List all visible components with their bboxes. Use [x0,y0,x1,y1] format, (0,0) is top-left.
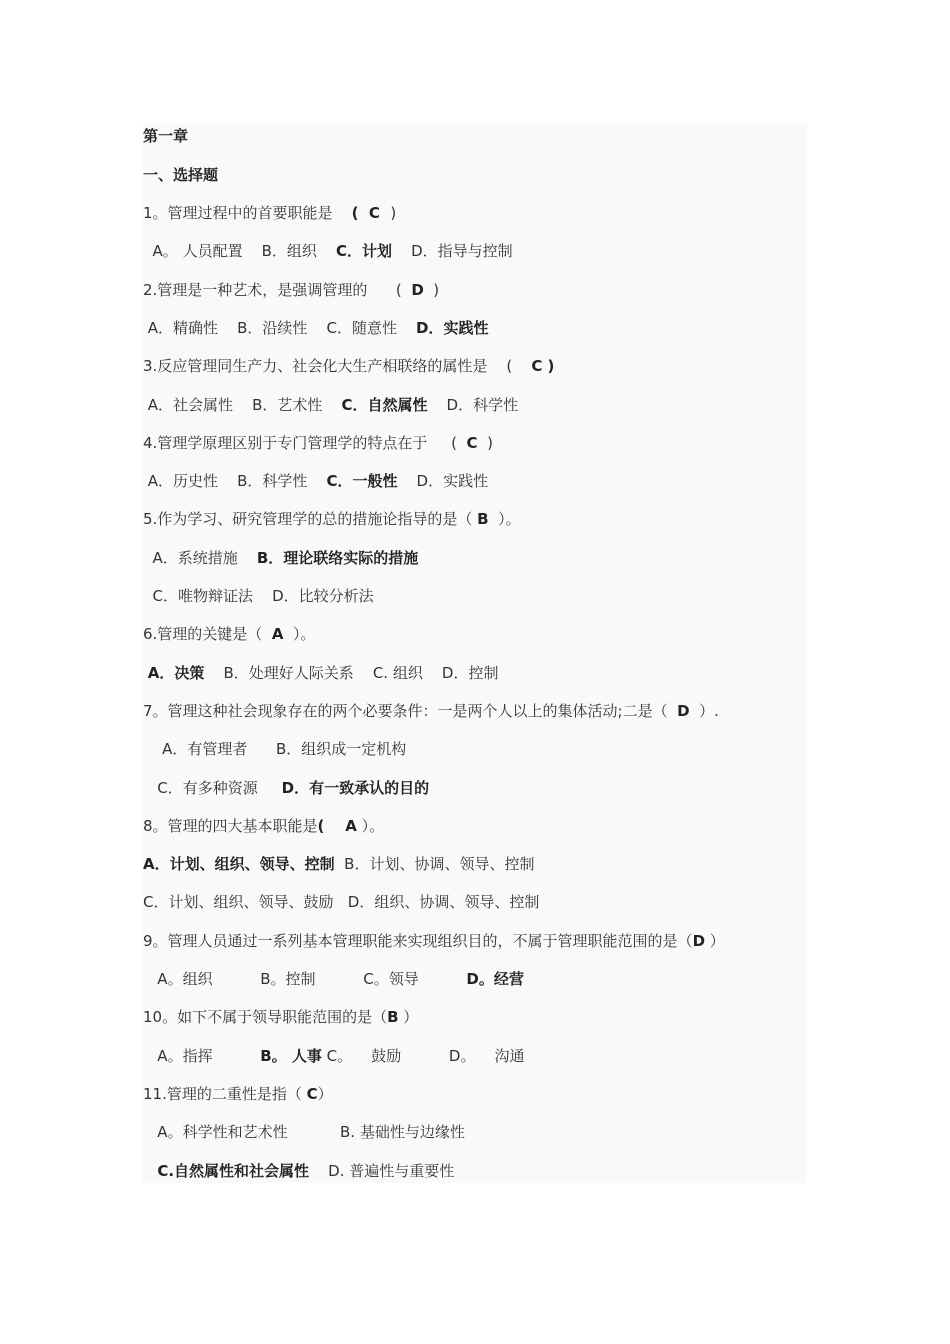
question-line [143,890,539,914]
question-line [143,699,719,723]
question-text: A．有管理者 B．组织成一定机构 [143,740,407,758]
question-text: A。指挥 [143,1047,261,1065]
question-text: 11.管理的二重性是指（ [143,1085,307,1103]
answer-text: D [677,702,690,720]
answer-text: C．自然属性 [341,396,428,414]
question-text: A。 人员配置 B．组织 [143,242,337,260]
question-line [143,469,488,493]
answer-text: ( C [351,204,391,222]
question-line [143,1044,525,1068]
question-line [143,584,374,608]
question-text: A。组织 B。控制 C。领导 [143,970,467,988]
question-text: C．计划、组织、领导、鼓励 D．组织、协调、领导、控制 [143,893,540,911]
question-text: A。科学性和艺术性 B. 基础性与边缘性 [143,1123,465,1141]
question-line [143,852,534,876]
question-text: C。 鼓励 D。 沟通 [321,1047,525,1065]
question-line [143,1120,465,1144]
question-text: A．历史性 B．科学性 [143,472,327,490]
question-text: 3.反应管理同生产力、社会化大生产相联络的属性是 ( [143,357,532,375]
question-line [143,814,384,838]
question-line [143,354,554,378]
question-line [143,201,396,225]
section-title: 一、选择题 [143,166,219,184]
question-text: 5.作为学习、研究管理学的总的措施论指导的是（ [143,510,478,528]
question-text: 4.管理学原理区别于专门管理学的特点在于 ( [143,434,467,452]
answer-text: ( A [317,817,357,835]
answer-text: C [466,434,478,452]
question-text: 8。管理的四大基本职能是 [143,817,318,835]
question-text: A．社会属性 B．艺术性 [143,396,342,414]
answer-text: D [411,281,424,299]
question-text: ）。 [283,625,316,643]
question-text: C．唯物辩证法 D．比较分析法 [143,587,374,605]
question-line [143,967,524,991]
question-line [143,1005,418,1029]
question-text: ）。 [488,510,521,528]
answer-text: B。 人事 [260,1047,322,1065]
question-text: 1。管理过程中的首要职能是 [143,204,352,222]
question-text: D．科学性 [427,396,519,414]
answer-text: B [387,1008,399,1026]
answer-text: D．实践性 [416,319,489,337]
answer-text: A．计划、组织、领导、控制 [143,855,335,873]
question-text: ） [705,932,725,950]
answer-text: C．一般性 [326,472,398,490]
question-line [143,1159,454,1183]
question-text [143,1162,157,1180]
question-line [143,546,418,570]
question-text: ) [390,204,397,222]
question-line [143,1082,333,1106]
question-line [143,278,439,302]
question-text: A．系统措施 [143,549,257,567]
answer-text: C.自然属性和社会属性 [157,1162,310,1180]
question-line [143,661,498,685]
question-text: ） [398,1008,419,1026]
question-text: ）。 [356,817,385,835]
question-text: ）. [689,702,719,720]
question-line [143,622,316,646]
answer-text: A [271,625,284,643]
question-text: 6.管理的关键是（ [143,625,272,643]
question-line [143,316,488,340]
question-text: 9。管理人员通过一系列基本管理职能来实现组织目的，不属于管理职能范围的是（ [143,932,693,950]
question-text: B．处理好人际关系 C. 组织 D．控制 [204,664,499,682]
question-text: C．有多种资源 [143,779,282,797]
chapter-title: 第一章 [143,127,189,145]
question-text: D．实践性 [397,472,489,490]
question-line [143,737,406,761]
question-line [143,776,429,800]
answer-text: D。经营 [466,970,524,988]
question-line [143,507,521,531]
answer-text: C．计划 [336,242,393,260]
question-text: B．计划、协调、领导、控制 [334,855,535,873]
question-line [143,393,518,417]
answer-text: A．决策 [147,664,205,682]
question-text: D．指导与控制 [392,242,513,260]
answer-text: B．理论联络实际的措施 [256,549,419,567]
question-text: ) [423,281,440,299]
question-text: A．精确性 B．沿续性 C．随意性 [143,319,417,337]
answer-text: C [306,1085,318,1103]
question-text: ） [317,1085,333,1103]
question-text: 7。管理这种社会现象存在的两个必要条件：一是两个人以上的集体活动;二是（ [143,702,678,720]
answer-text: D [692,932,706,950]
document-page [143,124,807,1183]
answer-text: B [477,510,489,528]
question-text: 10。如下不属于领导职能范围的是（ [143,1008,388,1026]
answer-text: D．有一致承认的目的 [281,779,430,797]
question-line [143,929,725,953]
answer-text: C ) [531,357,555,375]
question-text: D. 普遍性与重要性 [309,1162,455,1180]
question-text: ) [477,434,493,452]
question-line [143,431,493,455]
question-line [143,239,513,263]
question-text: 2.管理是一种艺术，是强调管理的 ( [143,281,412,299]
